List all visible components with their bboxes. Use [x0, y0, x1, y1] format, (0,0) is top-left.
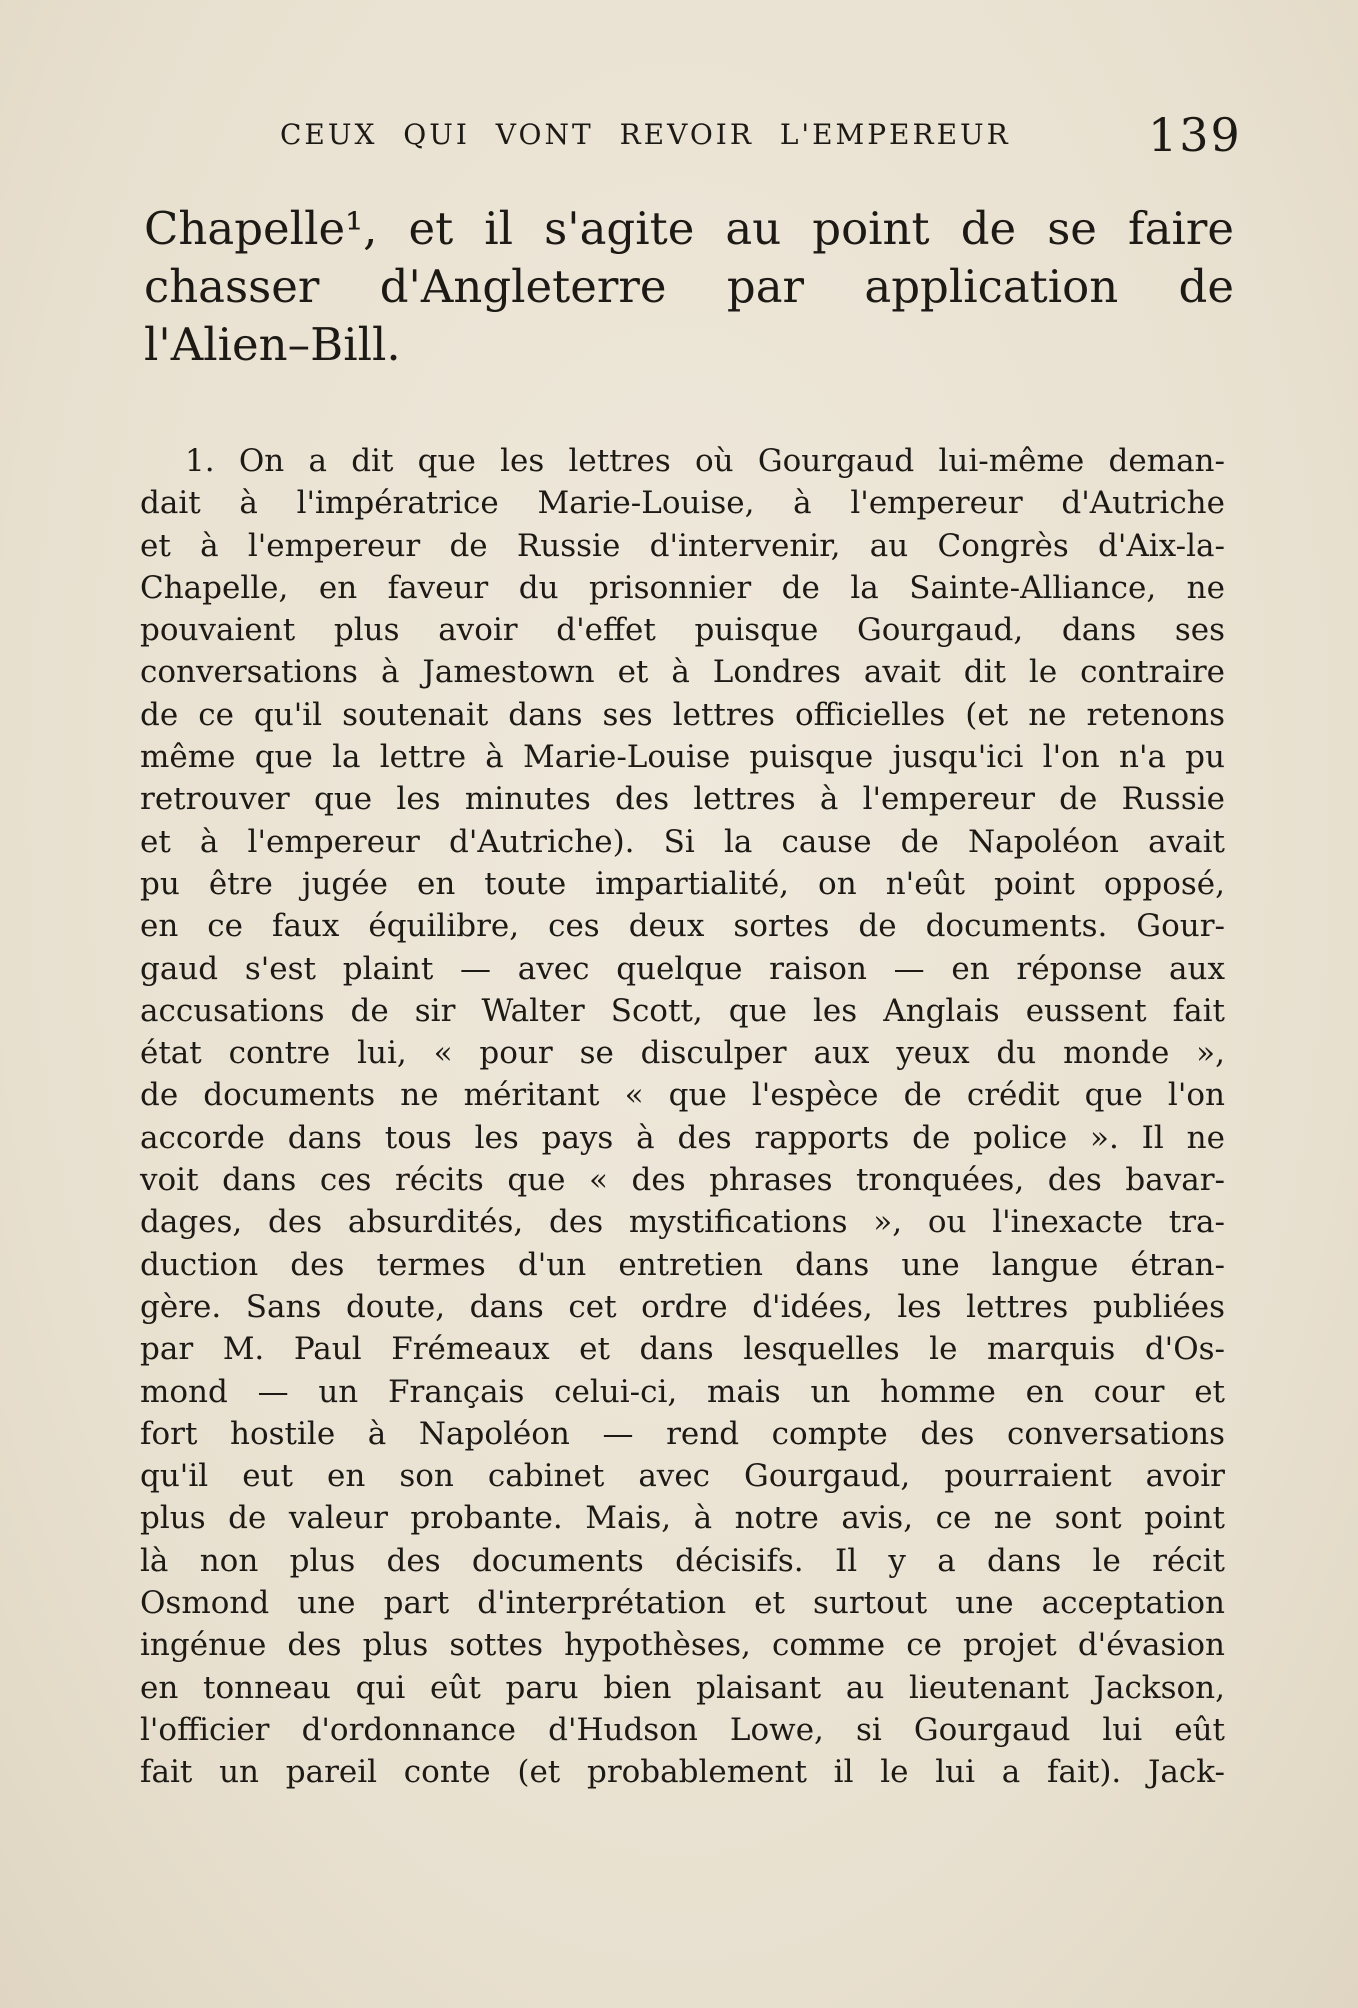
- running-title: CEUX QUI VONT REVOIR L'EMPEREUR: [280, 118, 1011, 151]
- footnote-line: qu'il eut en son cabinet avec Gourgaud, pourraient avoir: [140, 1458, 1225, 1495]
- page-number: 139: [1148, 108, 1242, 162]
- footnote-line: accusations de sir Walter Scott, que les Anglais eussent fait: [140, 992, 1225, 1029]
- footnote-line: de ce qu'il soutenait dans ses lettres officielles (et ne retenons: [140, 696, 1225, 733]
- footnote-line: 1. On a dit que les lettres où Gourgaud lui-même deman-: [185, 443, 1225, 479]
- main-text-line: chasser d'Angleterre par application de: [144, 260, 1234, 313]
- footnote-line: Chapelle, en faveur du prisonnier de la Sainte-Alliance, ne: [140, 569, 1225, 606]
- footnote-line: et à l'empereur d'Autriche). Si la cause de Napoléon avait: [140, 823, 1225, 860]
- footnote-line: duction des termes d'un entretien dans une langue étran-: [140, 1246, 1225, 1283]
- footnote-line: même que la lettre à Marie-Louise puisque jusqu'ici l'on n'a pu: [140, 739, 1225, 776]
- footnote-line: en tonneau qui eût paru bien plaisant au lieutenant Jackson,: [140, 1669, 1225, 1706]
- main-text-line: Chapelle¹, et il s'agite au point de se faire: [144, 202, 1234, 255]
- main-text-block: [144, 200, 1234, 374]
- footnote-line: fort hostile à Napoléon — rend compte des conversations: [140, 1415, 1225, 1452]
- footnote-line: pu être jugée en toute impartialité, on n'eût point opposé,: [140, 865, 1225, 902]
- footnote-line: Osmond une part d'interprétation et surtout une acceptation: [140, 1585, 1225, 1622]
- footnote-line: par M. Paul Frémeaux et dans lesquelles le marquis d'Os-: [140, 1331, 1225, 1368]
- footnote-line: pouvaient plus avoir d'effet puisque Gourgaud, dans ses: [140, 612, 1225, 649]
- footnote-line: accorde dans tous les pays à des rapports de police ». Il ne: [140, 1119, 1225, 1156]
- footnote-line: dait à l'impératrice Marie-Louise, à l'empereur d'Autriche: [140, 485, 1225, 522]
- footnote-line: état contre lui, « pour se disculper aux yeux du monde »,: [140, 1035, 1225, 1072]
- footnote-line: dages, des absurdités, des mystifications », ou l'inexacte tra-: [140, 1204, 1225, 1241]
- footnote-line: plus de valeur probante. Mais, à notre avis, ce ne sont point: [140, 1500, 1225, 1537]
- footnote-line: et à l'empereur de Russie d'intervenir, au Congrès d'Aix-la-: [140, 527, 1225, 564]
- footnote-line: voit dans ces récits que « des phrases tronquées, des bavar-: [140, 1162, 1225, 1199]
- footnote-line: gère. Sans doute, dans cet ordre d'idées, les lettres publiées: [140, 1288, 1225, 1325]
- footnote-line: là non plus des documents décisifs. Il y a dans le récit: [140, 1542, 1225, 1579]
- footnote-line: fait un pareil conte (et probablement il le lui a fait). Jack-: [140, 1754, 1225, 1791]
- footnote-line: conversations à Jamestown et à Londres avait dit le contraire: [140, 654, 1225, 691]
- footnote-line: l'officier d'ordonnance d'Hudson Lowe, si Gourgaud lui eût: [140, 1711, 1225, 1748]
- footnote-line: gaud s'est plaint — avec quelque raison — en réponse aux: [140, 950, 1225, 987]
- footnote-line: de documents ne méritant « que l'espèce de crédit que l'on: [140, 1077, 1225, 1114]
- main-text-line: l'Alien–Bill.: [144, 318, 401, 371]
- footnote-line: ingénue des plus sottes hypothèses, comme ce projet d'évasion: [140, 1627, 1225, 1664]
- footnote-line: mond — un Français celui-ci, mais un homme en cour et: [140, 1373, 1225, 1410]
- footnote-line: retrouver que les minutes des lettres à l'empereur de Russie: [140, 781, 1225, 818]
- footnote-block: [140, 440, 1225, 1794]
- footnote-line: en ce faux équilibre, ces deux sortes de documents. Gour-: [140, 908, 1225, 945]
